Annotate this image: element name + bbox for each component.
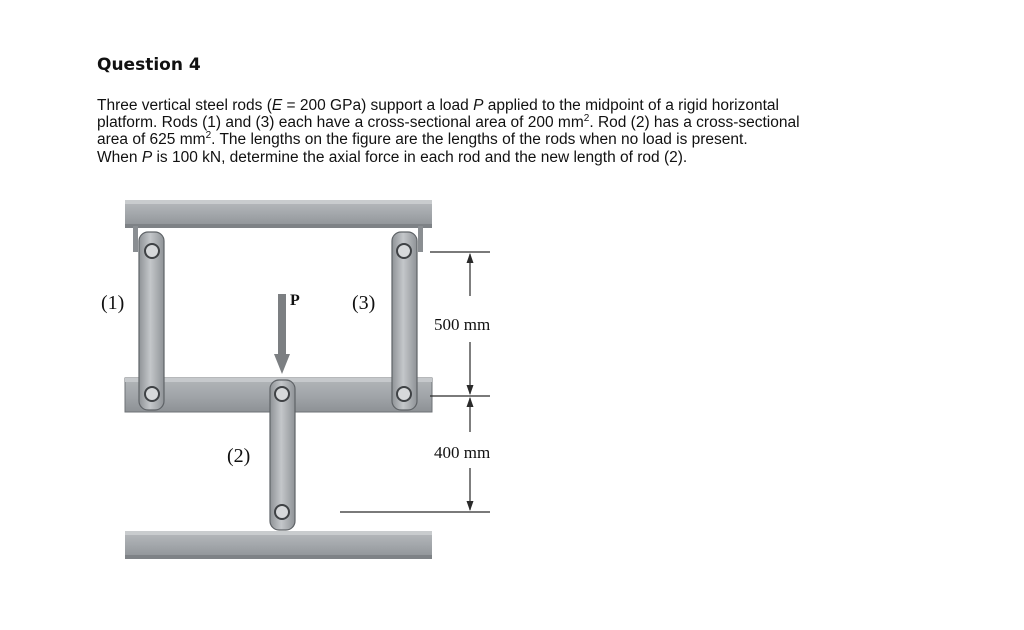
question-text-segment: area of 625 mm [97, 131, 206, 149]
rod-2 [270, 380, 295, 530]
question-text-segment: Three vertical steel rods ( [97, 97, 272, 114]
upper-dimension-label: 500 mm [434, 315, 491, 334]
question-text-segment: platform. Rods (1) and (3) each have a cross-sectional area of 200 mm [97, 114, 584, 132]
rod-2-label: (2) [227, 445, 251, 467]
question-text-segment: E [271, 97, 283, 114]
bottom-support [125, 531, 432, 559]
question-text-segment: P [473, 97, 484, 114]
load-arrow [274, 294, 290, 374]
question-heading: Question 4 [97, 55, 201, 75]
rod-1-label: (1) [101, 292, 125, 314]
rod-3-label: (3) [352, 292, 376, 314]
question-text-segment: 2 [583, 113, 590, 125]
load-label: P [290, 292, 300, 309]
top-support [125, 200, 432, 228]
question-text-segment: is 100 kN, determine the axial force in each rod and the new length of rod (2). [152, 148, 688, 166]
question-text-segment: 2 [205, 130, 212, 142]
question-text-segment: . Rod (2) has a cross-sectional [589, 114, 800, 132]
question-text-segment: = 200 GPa) support a load [282, 97, 474, 114]
question-text-segment: P [141, 148, 153, 166]
question-text-segment: applied to the midpoint of a rigid horizontal [483, 97, 779, 114]
lower-dimension-label: 400 mm [434, 443, 491, 462]
question-text-segment: . The lengths on the figure are the lengths of the rods when no load is present. [211, 131, 748, 149]
question-text-segment: When [97, 148, 142, 166]
